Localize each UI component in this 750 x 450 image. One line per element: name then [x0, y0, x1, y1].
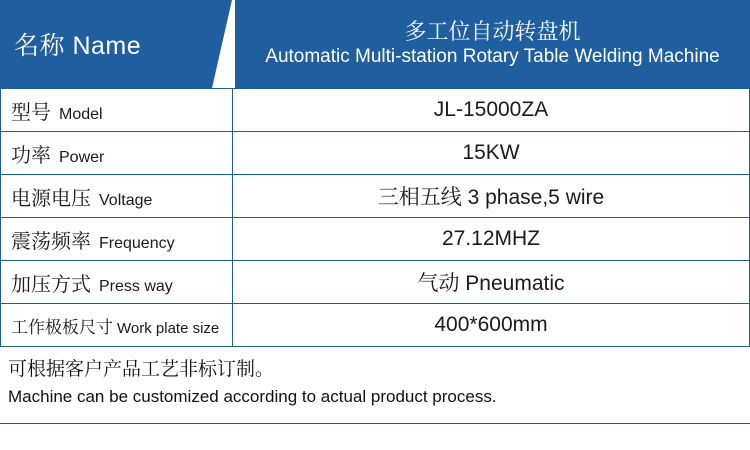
footer-note-en: Machine can be customized according to actual product process. — [8, 386, 497, 406]
row-label-voltage — [1, 175, 233, 218]
row-label-en: Voltage — [99, 191, 153, 209]
row-label-en: Work plate size — [117, 319, 220, 337]
row-label-cn: 加压方式 — [11, 273, 91, 296]
row-value-power: 15KW — [233, 132, 750, 175]
header-title-cell — [232, 0, 750, 88]
row-label-cn: 工作极板尺寸 — [11, 317, 113, 337]
table-row — [1, 175, 750, 218]
row-value-work-plate-size: 400*600mm — [233, 304, 750, 347]
spec-table — [0, 88, 750, 347]
table-row — [1, 261, 750, 304]
row-label-cn: 震荡频率 — [11, 230, 91, 253]
header-name-label: 名称 Name — [14, 32, 142, 60]
bottom-divider — [0, 423, 750, 424]
table-row — [1, 304, 750, 347]
row-label-press-way — [1, 261, 233, 304]
row-label-cn: 功率 — [11, 144, 51, 167]
header-name-cell — [0, 0, 232, 88]
header-wedge-decoration — [212, 0, 232, 88]
row-label-cn: 电源电压 — [11, 187, 91, 210]
footer-note-cn: 可根据客户产品工艺非标订制。 — [8, 359, 275, 380]
row-label-en: Press way — [99, 277, 173, 295]
row-label-work-plate-size — [1, 304, 233, 347]
row-label-en: Model — [59, 105, 103, 123]
table-row — [1, 218, 750, 261]
row-value-press-way: 气动 Pneumatic — [233, 261, 750, 304]
header — [0, 0, 750, 88]
row-label-power — [1, 132, 233, 175]
row-label-model — [1, 89, 233, 132]
footer-note — [0, 347, 750, 409]
row-value-frequency: 27.12MHZ — [233, 218, 750, 261]
table-row — [1, 132, 750, 175]
table-row — [1, 89, 750, 132]
row-label-en: Power — [59, 148, 105, 166]
row-label-frequency — [1, 218, 233, 261]
row-label-en: Frequency — [99, 234, 175, 252]
row-label-cn: 型号 — [11, 101, 51, 124]
product-title-cn: 多工位自动转盘机 — [404, 18, 581, 44]
product-title-en: Automatic Multi-station Rotary Table Welding Machine — [265, 46, 720, 68]
row-value-model: JL-15000ZA — [233, 89, 750, 132]
row-value-voltage: 三相五线 3 phase,5 wire — [233, 175, 750, 218]
